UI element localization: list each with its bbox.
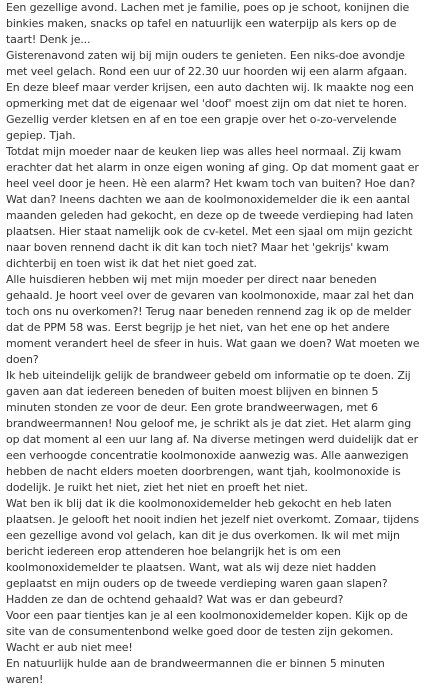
paragraph-reflection: Wat ben ik blij dat ik die koolmonoxidemelder heb gekocht en heb laten plaatsen. Je gelooft het nooit indien het jezelf niet overkomt. Zomaar, tijdens een gezellige avond vol gelach, kan dit je dus overkomen. Ik wil met mijn bericht iedereen erop attenderen hoe belangrijk het is om een koolmonoxidemelder te plaatsen. Want, wat als wij deze niet hadden geplaatst en mijn ouders op de tweede verdieping waren gaan slapen? Hadden ze dan de ochtend gehaald? Wat was er dan gebeurd? — [6, 497, 419, 606]
paragraph-fire-department: Ik heb uiteindelijk gelijk de brandweer gebeld om informatie op te doen. Zij gaven aan dat iedereen beneden of buiten moest blijven en binnen 5 minuten stonden ze voor de deur. Een grote brandweerwagen, met 6 brandweermannen! Nou geloof me, je schrikt als je dat ziet. Het alarm ging op dat moment al een uur lang af. Na diverse metingen werd duidelijk dat er een verhoogde concentratie koolmonoxide aanwezig was. Alle aanwezigen hebben de nacht elders moeten doorbrengen, want tjah, koolmonoxide is dodelijk. Je ruikt het niet, ziet het niet en proeft het niet. — [6, 369, 419, 494]
paragraph-evening: Gisterenavond zaten wij bij mijn ouders te genieten. Een niks-doe avondje met veel gelach. Rond een uur of 22.30 uur hoorden wij een alarm afgaan. En deze bleef maar verder krijsen, een auto dachten wij. Ik maakte nog een opmerking met dat de eigenaar wel 'doof' moest zijn om dat niet te horen. Gezellig verder kletsen en af en toe een grapje over het o-zo-vervelende gepiep. Tjah. — [6, 49, 414, 142]
paragraph-kitchen: Totdat mijn moeder naar de keuken liep was alles heel normaal. Zij kwam erachter dat het alarm in onze eigen woning af ging. Op dat moment gaat er heel veel door je heen. Hè een alarm? Het kwam toch van buiten? Hoe dan? Wat dan? Ineens dachten we aan de koolmonoxidemelder die ik een aantal maanden geleden had gekocht, en deze op de tweede verdieping had laten plaatsen. Hier staat namelijk ook de cv-ketel. Met een sjaal om mijn gezicht naar boven rennend dacht ik dit kan toch niet? Maar het 'gekrijs' kwam dichterbij en toen wist ik dat het niet goed zat. — [6, 145, 419, 270]
paragraph-intro: Een gezellige avond. Lachen met je familie, poes op je schoot, konijnen die binkies maken, snacks op tafel en natuurlijk een waterpijp als kers op de taart! Denk je... — [6, 1, 410, 46]
paragraph-advice: Voor een paar tientjes kan je al een koolmonoxidemelder kopen. Kijk op de site van de consumentenbond welke goed door de testen zijn gekomen. Wacht er aub niet mee! — [6, 609, 408, 654]
paragraph-thanks: En natuurlijk hulde aan de brandweermannen die er binnen 5 minuten waren! — [6, 657, 385, 686]
paragraph-pets: Alle huisdieren hebben wij met mijn moeder per direct naar beneden gehaald. Je hoort veel over de gevaren van koolmonoxide, maar zal het dan toch ons nu overkomen?! Terug naar beneden rennend zag ik op de melder dat de PPM 58 was. Eerst begrijp je het niet, van het ene op het andere moment verandert heel de sfeer in huis. Wat gaan we doen? Wat moeten we doen? — [6, 273, 420, 366]
